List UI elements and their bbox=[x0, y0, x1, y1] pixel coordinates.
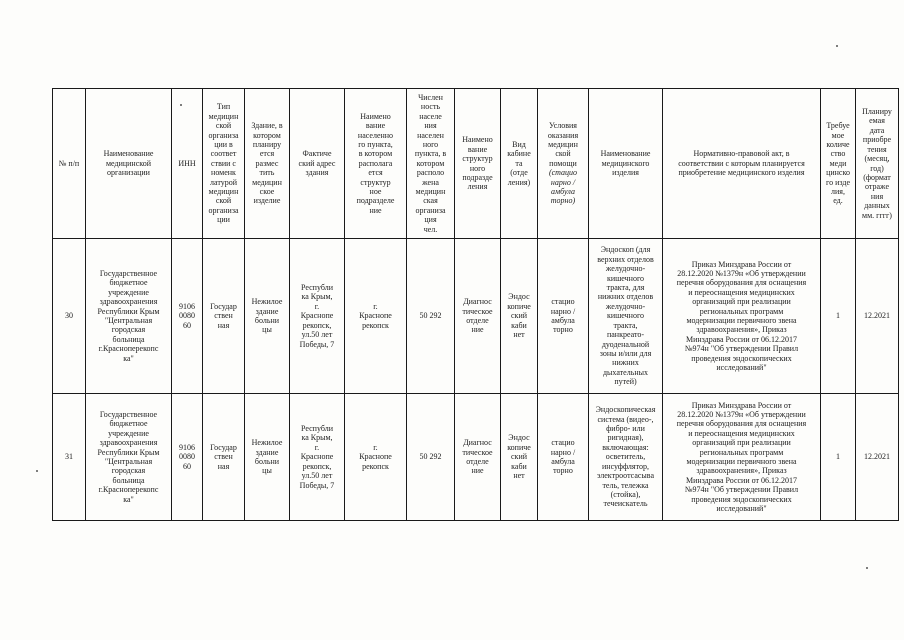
header-qty: Требуе мое количе ство меди цинско го изде лия, ед. bbox=[821, 89, 856, 239]
header-inn: ИНН bbox=[172, 89, 203, 239]
header-address: Фактиче ский адрес здания bbox=[290, 89, 345, 239]
header-act: Нормативно-правовой акт, в соответствии с которым планируется приобретение медицинского изделия bbox=[663, 89, 821, 239]
cell-unit: Диагнос тическое отделе ние bbox=[455, 239, 501, 394]
cell-org: Государственное бюджетное учреждение здравоохранения Республики Крым "Центральная городская больница г.Красноперекопс ка" bbox=[86, 239, 172, 394]
header-type: Тип медицин ской организа ции в соответ ствии с номенк латурой медицин ской организа ции bbox=[203, 89, 245, 239]
header-conditions-label: Условия оказания медицин ской помощи bbox=[547, 121, 579, 168]
cell-type: Государ ствен ная bbox=[203, 394, 245, 521]
header-num: № п/п bbox=[53, 89, 86, 239]
cell-org: Государственное бюджетное учреждение здравоохранения Республики Крым "Центральная городская больница г.Красноперекопс ка" bbox=[86, 394, 172, 521]
cell-inn: 9106 0080 60 bbox=[172, 239, 203, 394]
scan-speck bbox=[866, 567, 868, 569]
cell-address: Республи ка Крым, г. Краснопе рекопск, ул.50 лет Победы, 7 bbox=[290, 239, 345, 394]
cell-cabinet: Эндос копиче ский каби нет bbox=[501, 239, 538, 394]
header-building: Здание, в котором планиру ется размес тить медицин ское изделие bbox=[245, 89, 290, 239]
header-conditions-italic: (стацио нарно / амбула торно) bbox=[548, 168, 578, 206]
cell-qty: 1 bbox=[821, 394, 856, 521]
cell-device: Эндоскопическая система (видео-, фибро- или ригидная), включающая: осветитель, инсуффлятор, электроотсасыва тель, тележка (стойка), течеискатель bbox=[589, 394, 663, 521]
cell-conditions: стацио нарно / амбула торно bbox=[538, 394, 589, 521]
cell-population: 50 292 bbox=[407, 239, 455, 394]
cell-qty: 1 bbox=[821, 239, 856, 394]
header-conditions bbox=[538, 89, 589, 239]
table-header-row bbox=[53, 89, 899, 239]
cell-act: Приказ Минздрава России от 28.12.2020 №1379н «Об утверждении перечня оборудования для оснащения и переоснащения медицинских организаций при реализации региональных программ модернизации первичного звена здравоохранения», Приказ Минздрава России от 06.12.2017 №974н "Об утверждении Правил проведения эндоскопических исследований" bbox=[663, 239, 821, 394]
table-row bbox=[53, 394, 899, 521]
header-cabinet: Вид кабине та (отде ления) bbox=[501, 89, 538, 239]
header-population: Числен ность населе ния населен ного пункта, в котором располо жена медицин ская организа ция чел. bbox=[407, 89, 455, 239]
cell-num: 31 bbox=[53, 394, 86, 521]
table-row bbox=[53, 239, 899, 394]
cell-population: 50 292 bbox=[407, 394, 455, 521]
equipment-table bbox=[52, 88, 899, 521]
header-settlement: Наимено вание населенно го пункта, в котором располага ется структур ное подразделе ние bbox=[345, 89, 407, 239]
cell-building: Нежилое здание больни цы bbox=[245, 239, 290, 394]
header-device: Наименование медицинского изделия bbox=[589, 89, 663, 239]
cell-cabinet: Эндос копиче ский каби нет bbox=[501, 394, 538, 521]
scan-speck bbox=[36, 470, 38, 472]
cell-type: Государ ствен ная bbox=[203, 239, 245, 394]
cell-date: 12.2021 bbox=[856, 239, 899, 394]
cell-device: Эндоскоп (для верхних отделов желудочно- кишечного тракта, для нижних отделов желудочно- кишечного тракта, панкреато- дуоденальной зоны и/или для нижних дыхательных путей) bbox=[589, 239, 663, 394]
cell-settlement: г. Краснопе рекопск bbox=[345, 394, 407, 521]
cell-inn: 9106 0080 60 bbox=[172, 394, 203, 521]
header-unit: Наимено вание структур ного подразде ления bbox=[455, 89, 501, 239]
scan-speck bbox=[180, 104, 182, 106]
cell-settlement: г. Краснопе рекопск bbox=[345, 239, 407, 394]
cell-address: Республи ка Крым, г. Краснопе рекопск, ул.50 лет Победы, 7 bbox=[290, 394, 345, 521]
cell-building: Нежилое здание больни цы bbox=[245, 394, 290, 521]
header-date: Планиру емая дата приобре тения (месяц, год) (формат отраже ния данных мм. гггг) bbox=[856, 89, 899, 239]
cell-date: 12.2021 bbox=[856, 394, 899, 521]
cell-conditions: стацио нарно / амбула торно bbox=[538, 239, 589, 394]
cell-num: 30 bbox=[53, 239, 86, 394]
scan-speck bbox=[836, 45, 838, 47]
header-org: Наименование медицинской организации bbox=[86, 89, 172, 239]
cell-act: Приказ Минздрава России от 28.12.2020 №1379н «Об утверждении перечня оборудования для оснащения и переоснащения медицинских организаций при реализации региональных программ модернизации первичного звена здравоохранения», Приказ Минздрава России от 06.12.2017 №974н "Об утверждении Правил проведения эндоскопических исследований" bbox=[663, 394, 821, 521]
cell-unit: Диагнос тическое отделе ние bbox=[455, 394, 501, 521]
